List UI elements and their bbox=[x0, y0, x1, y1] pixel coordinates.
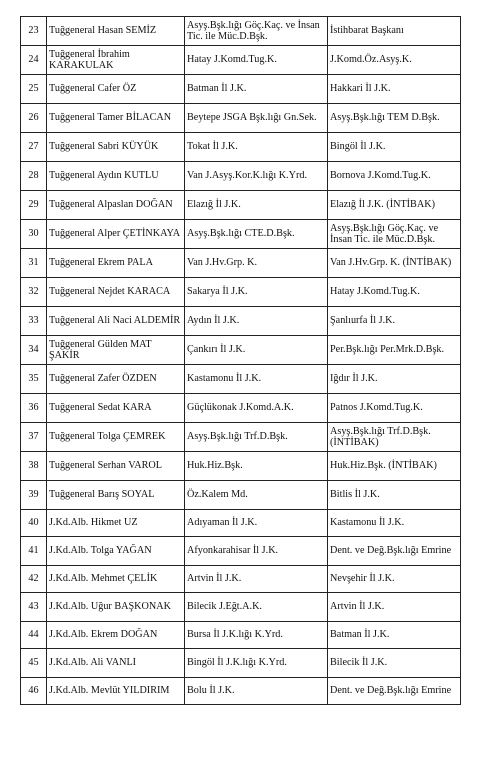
new-post: Van J.Hv.Grp. K. (İNTİBAK) bbox=[328, 249, 461, 278]
row-number: 26 bbox=[21, 104, 47, 133]
appointments-table-body bbox=[21, 17, 461, 705]
table-row bbox=[21, 46, 461, 75]
current-post: Artvin İl J.K. bbox=[185, 566, 328, 593]
row-number: 37 bbox=[21, 423, 47, 452]
table-row bbox=[21, 278, 461, 307]
officer-name: Tuğgeneral Cafer ÖZ bbox=[47, 75, 185, 104]
table-row bbox=[21, 75, 461, 104]
table-row bbox=[21, 394, 461, 423]
new-post: Artvin İl J.K. bbox=[328, 593, 461, 622]
new-post: Dent. ve Değ.Bşk.lığı Emrine bbox=[328, 537, 461, 566]
officer-name: Tuğgeneral Serhan VAROL bbox=[47, 452, 185, 481]
row-number: 25 bbox=[21, 75, 47, 104]
table-row bbox=[21, 423, 461, 452]
row-number: 43 bbox=[21, 593, 47, 622]
new-post: Hatay J.Komd.Tug.K. bbox=[328, 278, 461, 307]
current-post: Van J.Asyş.Kor.K.lığı K.Yrd. bbox=[185, 162, 328, 191]
row-number: 42 bbox=[21, 566, 47, 593]
row-number: 29 bbox=[21, 191, 47, 220]
current-post: Öz.Kalem Md. bbox=[185, 481, 328, 510]
officer-name: J.Kd.Alb. Uğur BAŞKONAK bbox=[47, 593, 185, 622]
row-number: 39 bbox=[21, 481, 47, 510]
new-post: Batman İl J.K. bbox=[328, 622, 461, 649]
new-post: Bilecik İl J.K. bbox=[328, 649, 461, 678]
row-number: 32 bbox=[21, 278, 47, 307]
current-post: Beytepe JSGA Bşk.lığı Gn.Sek. bbox=[185, 104, 328, 133]
table-row bbox=[21, 133, 461, 162]
row-number: 44 bbox=[21, 622, 47, 649]
new-post: Bitlis İl J.K. bbox=[328, 481, 461, 510]
officer-name: Tuğgeneral Tamer BİLACAN bbox=[47, 104, 185, 133]
new-post: Asyş.Bşk.lığı TEM D.Bşk. bbox=[328, 104, 461, 133]
officer-name: Tuğgeneral Alpaslan DOĞAN bbox=[47, 191, 185, 220]
table-row bbox=[21, 452, 461, 481]
table-row bbox=[21, 220, 461, 249]
table-row bbox=[21, 566, 461, 593]
table-row bbox=[21, 162, 461, 191]
current-post: Huk.Hiz.Bşk. bbox=[185, 452, 328, 481]
new-post: İstihbarat Başkanı bbox=[328, 17, 461, 46]
row-number: 46 bbox=[21, 678, 47, 705]
current-post: Bolu İl J.K. bbox=[185, 678, 328, 705]
table-row bbox=[21, 191, 461, 220]
officer-name: J.Kd.Alb. Mehmet ÇELİK bbox=[47, 566, 185, 593]
new-post: Nevşehir İl J.K. bbox=[328, 566, 461, 593]
row-number: 41 bbox=[21, 537, 47, 566]
officer-name: Tuğgeneral Tolga ÇEMREK bbox=[47, 423, 185, 452]
table-row bbox=[21, 104, 461, 133]
table-row bbox=[21, 537, 461, 566]
current-post: Bilecik J.Eğt.A.K. bbox=[185, 593, 328, 622]
officer-name: J.Kd.Alb. Ekrem DOĞAN bbox=[47, 622, 185, 649]
row-number: 36 bbox=[21, 394, 47, 423]
new-post: J.Komd.Öz.Asyş.K. bbox=[328, 46, 461, 75]
officer-name: Tuğgeneral Nejdet KARACA bbox=[47, 278, 185, 307]
officer-name: Tuğgeneral Hasan SEMİZ bbox=[47, 17, 185, 46]
table-row bbox=[21, 336, 461, 365]
row-number: 24 bbox=[21, 46, 47, 75]
new-post: Bornova J.Komd.Tug.K. bbox=[328, 162, 461, 191]
current-post: Çankırı İl J.K. bbox=[185, 336, 328, 365]
new-post: Asyş.Bşk.lığı Göç.Kaç. ve İnsan Tic. ile Müc.D.Bşk. bbox=[328, 220, 461, 249]
current-post: Güçlükonak J.Komd.A.K. bbox=[185, 394, 328, 423]
new-post: Bingöl İl J.K. bbox=[328, 133, 461, 162]
officer-name: Tuğgeneral Aydın KUTLU bbox=[47, 162, 185, 191]
table-row bbox=[21, 622, 461, 649]
officer-name: J.Kd.Alb. Ali VANLI bbox=[47, 649, 185, 678]
table-row bbox=[21, 510, 461, 537]
table-row bbox=[21, 307, 461, 336]
officer-name: Tuğgeneral Gülden MAT ŞAKİR bbox=[47, 336, 185, 365]
current-post: Asyş.Bşk.lığı Trf.D.Bşk. bbox=[185, 423, 328, 452]
row-number: 23 bbox=[21, 17, 47, 46]
current-post: Bursa İl J.K.lığı K.Yrd. bbox=[185, 622, 328, 649]
row-number: 31 bbox=[21, 249, 47, 278]
officer-name: Tuğgeneral Sabri KÜYÜK bbox=[47, 133, 185, 162]
table-row bbox=[21, 249, 461, 278]
officer-name: Tuğgeneral Ekrem PALA bbox=[47, 249, 185, 278]
new-post: Iğdır İl J.K. bbox=[328, 365, 461, 394]
row-number: 35 bbox=[21, 365, 47, 394]
officer-name: Tuğgeneral İbrahim KARAKULAK bbox=[47, 46, 185, 75]
new-post: Per.Bşk.lığı Per.Mrk.D.Bşk. bbox=[328, 336, 461, 365]
officer-name: Tuğgeneral Sedat KARA bbox=[47, 394, 185, 423]
table-row bbox=[21, 593, 461, 622]
appointments-table bbox=[20, 16, 461, 705]
new-post: Şanlıurfa İl J.K. bbox=[328, 307, 461, 336]
current-post: Elazığ İl J.K. bbox=[185, 191, 328, 220]
current-post: Bingöl İl J.K.lığı K.Yrd. bbox=[185, 649, 328, 678]
officer-name: J.Kd.Alb. Hikmet UZ bbox=[47, 510, 185, 537]
table-row bbox=[21, 678, 461, 705]
row-number: 30 bbox=[21, 220, 47, 249]
new-post: Asyş.Bşk.lığı Trf.D.Bşk. (İNTİBAK) bbox=[328, 423, 461, 452]
officer-name: Tuğgeneral Alper ÇETİNKAYA bbox=[47, 220, 185, 249]
current-post: Afyonkarahisar İl J.K. bbox=[185, 537, 328, 566]
table-row bbox=[21, 481, 461, 510]
new-post: Elazığ İl J.K. (İNTİBAK) bbox=[328, 191, 461, 220]
current-post: Aydın İl J.K. bbox=[185, 307, 328, 336]
new-post: Kastamonu İl J.K. bbox=[328, 510, 461, 537]
new-post: Dent. ve Değ.Bşk.lığı Emrine bbox=[328, 678, 461, 705]
table-row bbox=[21, 649, 461, 678]
current-post: Hatay J.Komd.Tug.K. bbox=[185, 46, 328, 75]
table-row bbox=[21, 365, 461, 394]
current-post: Batman İl J.K. bbox=[185, 75, 328, 104]
table-row bbox=[21, 17, 461, 46]
new-post: Patnos J.Komd.Tug.K. bbox=[328, 394, 461, 423]
current-post: Asyş.Bşk.lığı Göç.Kaç. ve İnsan Tic. ile Müc.D.Bşk. bbox=[185, 17, 328, 46]
officer-name: Tuğgeneral Zafer ÖZDEN bbox=[47, 365, 185, 394]
officer-name: Tuğgeneral Barış SOYAL bbox=[47, 481, 185, 510]
officer-name: Tuğgeneral Ali Naci ALDEMİR bbox=[47, 307, 185, 336]
current-post: Adıyaman İl J.K. bbox=[185, 510, 328, 537]
row-number: 33 bbox=[21, 307, 47, 336]
current-post: Kastamonu İl J.K. bbox=[185, 365, 328, 394]
row-number: 40 bbox=[21, 510, 47, 537]
current-post: Van J.Hv.Grp. K. bbox=[185, 249, 328, 278]
row-number: 45 bbox=[21, 649, 47, 678]
row-number: 34 bbox=[21, 336, 47, 365]
row-number: 27 bbox=[21, 133, 47, 162]
current-post: Tokat İl J.K. bbox=[185, 133, 328, 162]
new-post: Hakkari İl J.K. bbox=[328, 75, 461, 104]
current-post: Sakarya İl J.K. bbox=[185, 278, 328, 307]
row-number: 28 bbox=[21, 162, 47, 191]
officer-name: J.Kd.Alb. Tolga YAĞAN bbox=[47, 537, 185, 566]
new-post: Huk.Hiz.Bşk. (İNTİBAK) bbox=[328, 452, 461, 481]
officer-name: J.Kd.Alb. Mevlüt YILDIRIM bbox=[47, 678, 185, 705]
current-post: Asyş.Bşk.lığı CTE.D.Bşk. bbox=[185, 220, 328, 249]
row-number: 38 bbox=[21, 452, 47, 481]
